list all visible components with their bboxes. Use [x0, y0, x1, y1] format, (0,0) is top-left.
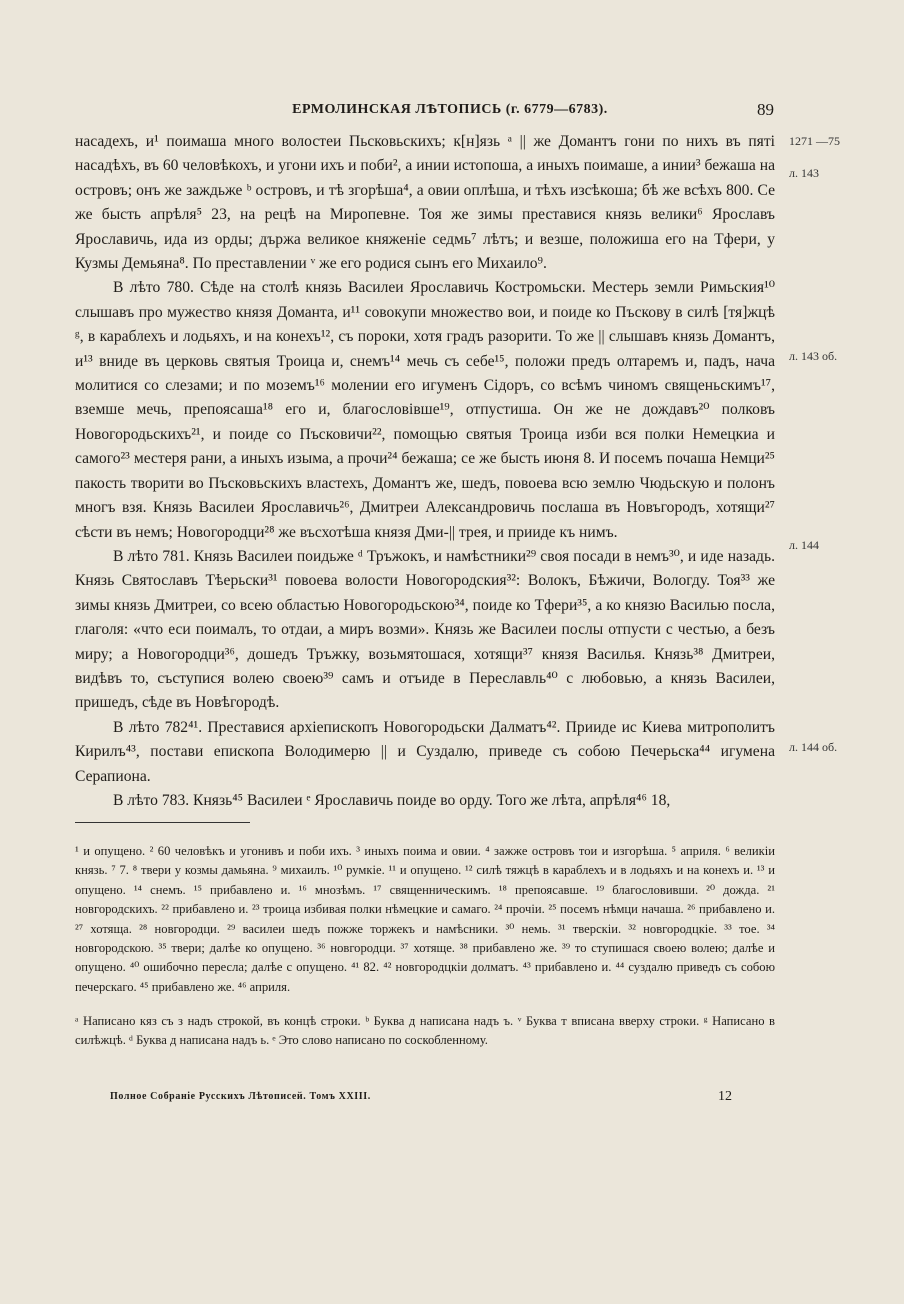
marginal-leaf-144: л. 144 [789, 538, 819, 552]
paragraph-year-780: В лѣто 780. Сѣде на столѣ князь Василеи Ярославичь Костромьски. Местерь земли Римьския¹⁰ слышавъ про мужество князя Доманта, и¹¹ совокупи множество вои, и поиде ко Пъскову в силѣ [тя]жцѣ ᵍ, в караблехъ и лодьяхъ, и на конехъ¹², съ пороки, хотя градъ разорити. То же || слышавъ князь Домантъ, и¹³ вниде въ церковь святыя Троица и, снемъ¹⁴ мечь съ себе¹⁵, положи предъ олтаремъ и, падъ, нача молитися со слезами; и по моземъ¹⁶ молении его игуменъ Сідоръ, со всѣмъ чиномъ священьскимъ¹⁷, вземше мечь, препоясаша¹⁸ его и, благословівше¹⁹, отпустиша. Он же не дождавъ²⁰ полковъ Новогородьскихъ²¹, и поиде со Пъсковичи²², помощью святыя Троица изби вся полки Немецкиа и самого²³ местеря рани, а иныхъ изыма, а прочи²⁴ бежаша; се же бысть июня 8. И посемъ почаша Немци²⁵ пакость творити во Пъсковьскихъ властехъ, Домантъ же, шедъ, повоева всю землю Чюдьскую и полонъ многъ взя. Князь Василеи Ярославичь²⁶, Дмитреи Александровичь послаша въ Новъгородъ, хотящи²⁷ сѣсти въ немъ; Новогородци²⁸ же въсхотѣша князя Дми-|| трея, и прииде къ нимъ. [75, 279, 775, 541]
marginal-leaf-143: л. 143 [789, 166, 819, 180]
marginal-year-range: 1271 —75 [789, 134, 840, 148]
paragraph-continuation: насадехъ, и¹ поимаша много волостеи Пьсковьскихъ; к[н]язь ᵃ || же Домантъ гони по нихъ въ пяті насадѣхъ, въ 60 человѣкохъ, и угони ихъ и поби², а инии истопоша, а иныхъ поимаше, а инии³ бежаша на островъ; онъ же заждьже ᵇ островъ, и тѣ згорѣша⁴, а овии оплѣша, и тѣхъ изсѣкоша; бѣ же всѣхъ 800. Се же бысть апрѣля⁵ 23, на рецѣ на Миропевне. Тоя же зимы преставися князь велики⁶ Ярославъ Ярославичь, ида из орды; държа великое княженіе седмь⁷ лѣтъ; и везше, положиша его на Тфери, у Кузмы Демьяна⁸. По преставлении ᵛ же его родися сынъ его Михаило⁹. [75, 133, 775, 273]
paragraph-year-783: В лѣто 783. Князь⁴⁵ Василеи ᵉ Ярославичь поиде во орду. Того же лѣта, апрѣля⁴⁶ 18, [113, 791, 671, 809]
series-title: Полное Собраніе Русскихъ Лѣтописей. Томъ XXIII. [110, 1091, 371, 1102]
paragraph-year-781: В лѣто 781. Князь Василеи поидьже ᵈ Тръжокъ, и намѣстники²⁹ своя посади в немъ³⁰, и иде назадь. Князь Святославъ Тѣерьски³¹ повоева волости Новогородския³²: Волокъ, Бѣжичи, Вологду. Тоя³³ же зимы князь Дмитреи, со всею областью Новогородьскою³⁴, поиде ко Тфери³⁵, а ко князю Василью посла, глаголя: «что еси поималъ, то отдаи, а миръ возми». Князь же Василеи послы отпусти с честью, а безъ миру; а Новогородци³⁶, дошедъ Тръжку, возьмятошася, хотящи³⁷ князя Василья. Князь³⁸ Дмитреи, видѣвъ то, съступися волею своею³⁹ самъ и отъиде в Переславль⁴⁰ с любовью, а князь Василеи, пришедъ, сѣде въ Новѣгородѣ. [75, 547, 775, 712]
footnote-divider [75, 822, 250, 823]
main-text [75, 130, 775, 813]
marginal-leaf-144-verso: л. 144 об. [789, 740, 838, 754]
running-title: ЕРМОЛИНСКАЯ ЛѢТОПИСЬ (г. 6779—6783). [292, 102, 608, 117]
signature-mark: 12 [718, 1089, 732, 1104]
numbered-footnotes: ¹ и опущено. ² 60 человѣкъ и угонивъ и поби ихъ. ³ иныхъ поима и овии. ⁴ зажже островъ тои и изгорѣша. ⁵ априля. ⁶ великіи князь. ⁷ 7. ⁸ твери у козмы дамьяна. ⁹ михаилъ. ¹⁰ румкіе. ¹¹ и опущено. ¹² силѣ тяжцѣ в караблехъ и в лодьяхъ и на конехъ и. ¹³ и опущено. ¹⁴ снемъ. ¹⁵ прибавлено и. ¹⁶ мнозѣмъ. ¹⁷ священническимъ. ¹⁸ препоясавше. ¹⁹ благословивши. ²⁰ дождa. ²¹ новгородскихъ. ²² прибавлено и. ²³ троица избивая полки нѣмецкие и самаго. ²⁴ прочіи. ²⁵ посемъ нѣмци начаша. ²⁶ прибавлено и. ²⁷ хотяща. ²⁸ новгородци. ²⁹ василеи шедъ пожже торжекъ и намѣсники. ³⁰ немь. ³¹ тверскіи. ³² новгородцкіе. ³³ тое. ³⁴ новгородскою. ³⁵ твери; далѣе ко опущено. ³⁶ новгородци. ³⁷ хотяще. ³⁸ прибавлено же. ³⁹ то ступишася своею волею; далѣе и опущено. ⁴⁰ ошибочно переслa; далѣе с опущено. ⁴¹ 82. ⁴² новгородцкіи долматъ. ⁴³ прибавлено и. ⁴⁴ суздалю приведъ съ собою печерскаго. ⁴⁵ прибавлено же. ⁴⁶ априля. [75, 844, 775, 994]
page-number: 89 [757, 100, 774, 119]
lettered-footnotes: ᵃ Написано кяз съ з надъ строкой, въ концѣ строки. ᵇ Буква д написана надъ ъ. ᵛ Буква т вписана вверху строки. ᵍ Написано в силѣжцѣ. ᵈ Буква д написана надъ ь. ᵉ Это слово написано по соскобленному. [75, 1014, 775, 1048]
paragraph-year-782: В лѣто 782⁴¹. Преставися архіепископъ Новогородьски Далматъ⁴². Прииде ис Киева митрополитъ Кирилъ⁴³, постави епископа Володимерю || и Суздалю, приведе съ собою Печерьска⁴⁴ игумена Серапиона. [75, 718, 775, 785]
marginal-leaf-143-verso: л. 143 об. [789, 349, 838, 363]
